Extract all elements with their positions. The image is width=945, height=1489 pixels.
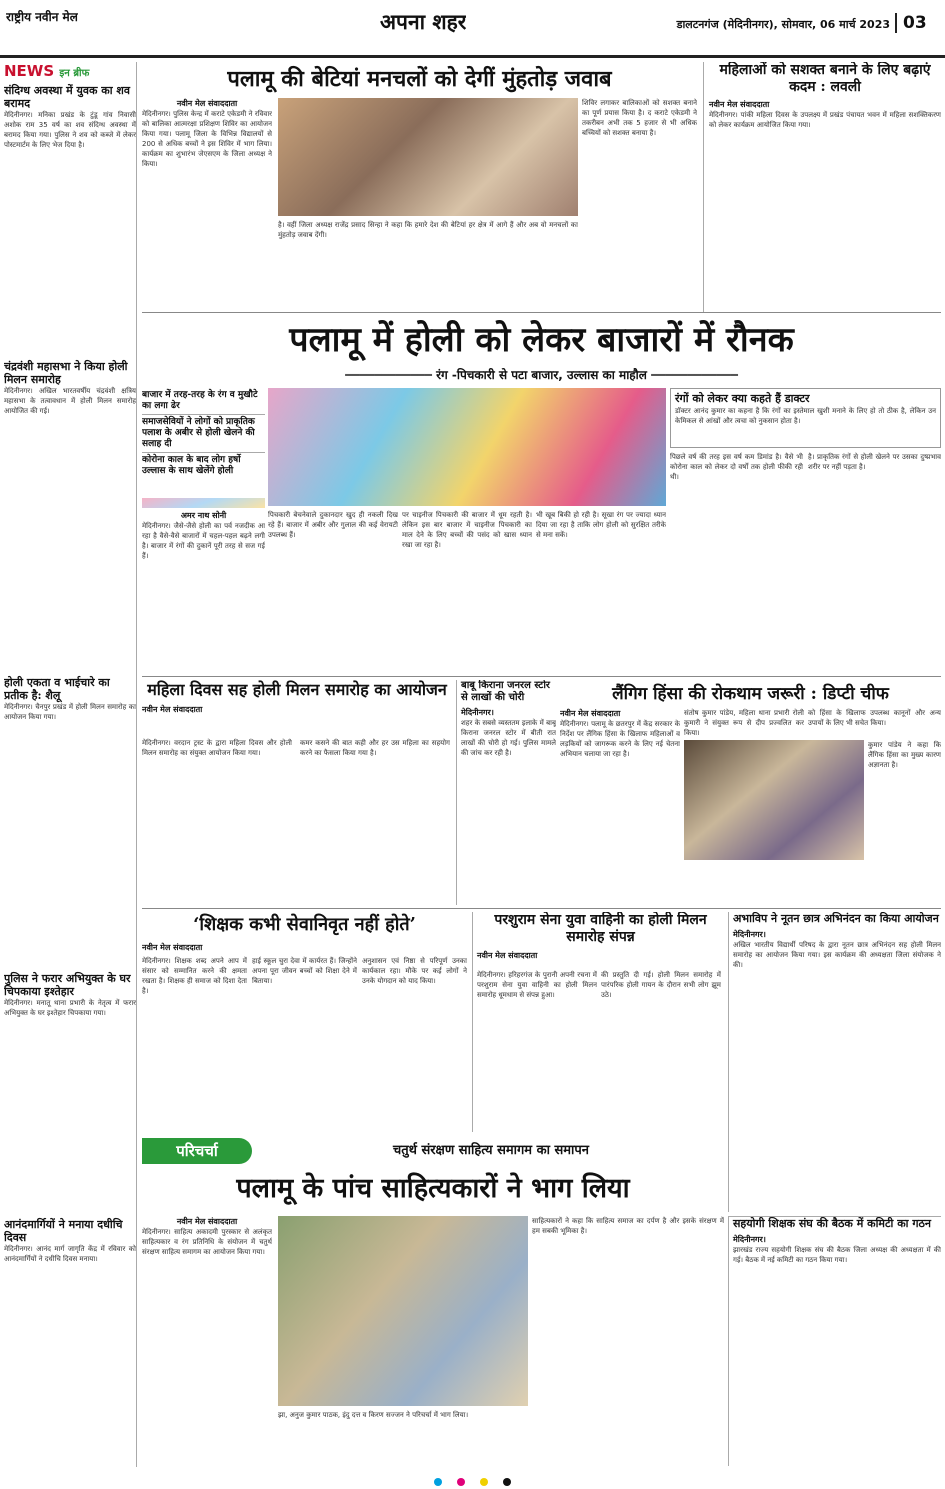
brief-body: मेदिनीनगर। चैनपुर प्रखंड में होली मिलन समारोह का आयोजन किया गया। xyxy=(4,703,136,721)
story7-byline: नवीन मेल संवाददाता xyxy=(477,950,538,960)
paricharcha-byline: नवीन मेल संवाददाता xyxy=(176,1216,238,1226)
story4-headline: बाबू किराना जनरल स्टोर से लाखों की चोरी xyxy=(461,680,550,703)
holi-body-col6: है। प्राकृतिक रंगों से होली खेलने पर उसका दुष्प्रभाव शरीर पर नहीं पड़ता है। xyxy=(808,453,941,471)
news-brief-header xyxy=(4,62,136,80)
story4-byline: मेदिनीनगर। xyxy=(461,707,494,717)
story7-block xyxy=(472,912,724,1132)
story4-body: शहर के सबसे व्यस्ततम इलाके में बाबू किराना जनरल स्टोर में बीती रात लाखों की चोरी हो गई। पुलिस मामले की जांच कर रही है। xyxy=(461,719,556,757)
cyan-dot xyxy=(434,1478,442,1486)
divider xyxy=(142,312,941,313)
story5-headline: लैंगिग हिंसा की रोकथाम जरूरी : डिप्टी चीफ xyxy=(612,684,889,704)
story3-body: मेदिनीनगर। वरदान ट्रस्ट के द्वारा महिला दिवस और होली मिलन समारोह का संयुक्त आयोजन किया गया। xyxy=(142,739,292,757)
story3-block xyxy=(142,680,452,905)
story6-body-col3: अनुशासन एवं निष्ठा से परिपूर्ण उनका कार्यकाल रहा। मौके पर कई लोगों ने उनके योगदान को याद किया। xyxy=(362,957,467,985)
holi-callout-2: समाजसेवियों ने लोगों को प्राकृतिक पलाश के अबीर से होली खेलने की सलाह दी xyxy=(142,415,265,453)
story3-byline: नवीन मेल संवाददाता xyxy=(142,704,203,714)
story6-block xyxy=(142,912,467,1132)
page-number: 03 xyxy=(895,13,927,33)
brief-body: मेदिनीनगर। आनंद मार्ग जागृति केंद्र में रविवार को आनंदमार्गियों ने दधीचि दिवस मनाया। xyxy=(4,1245,136,1263)
holi-byline: अमर नाथ सोनी xyxy=(180,510,227,520)
brief-item xyxy=(4,84,136,360)
story5-body-col4: कुमार पांडेय ने कहा कि लैंगिक हिंसा का मुख्य कारण अज्ञानता है। xyxy=(868,741,941,769)
news-label: NEWS xyxy=(4,62,55,80)
paricharcha-body-col3: साहित्यकारों ने कहा कि साहित्य समाज का दर्पण है और इसके संरक्षण में हम सबकी भूमिका है। xyxy=(532,1217,724,1235)
story1-body-cont: है। वहीं जिला अध्यक्ष राजेंद्र प्रसाद सिन्हा ने कहा कि हमारे देश की बेटियां हर क्षेत्र में आगे हैं और अब वो मनचलों का मुंहतोड़ जवाब देंगी। xyxy=(278,221,578,239)
black-dot xyxy=(503,1478,511,1486)
newspaper-logo: राष्ट्रीय नवीन मेल xyxy=(6,10,78,24)
paricharcha-headline: पलामू के पांच साहित्यकारों ने भाग लिया xyxy=(236,1173,630,1204)
magenta-dot xyxy=(457,1478,465,1486)
paricharcha-body-col2: झा, अनुज कुमार पाठक, इंदु दत्त व किरण सज्जन ने परिचर्चा में भाग लिया। xyxy=(278,1411,469,1419)
masthead xyxy=(0,0,945,58)
paricharcha-col1 xyxy=(142,1216,272,1462)
story2-byline: नवीन मेल संवाददाता xyxy=(709,99,770,109)
holi-body: मेदिनीनगर। जैसे-जैसे होली का पर्व नजदीक आ रहा है वैसे-वैसे बाजारों में चहल-पहल बढ़ने लगी है। बाजार में रंगों की दुकानें पूरी तरह से सज गई हैं। xyxy=(142,522,265,560)
story5-photo xyxy=(684,740,864,860)
story6-body: मेदिनीनगर। शिक्षक शब्द अपने आप में संसार को सम्मानित करने की क्षमता रखता है। शिक्षक ही समाज को दिशा देता है। xyxy=(142,957,247,995)
story9-headline: सहयोगी शिक्षक संघ की बैठक में कमिटी का गठन xyxy=(733,1217,932,1230)
brief-item xyxy=(4,1218,136,1394)
story5-body-col2: संतोष कुमार पांडेय, महिला थाना प्रभारी रोली कुमारी ने संयुक्त रूप से दीप प्रज्वलित कर किया। xyxy=(684,709,804,737)
brief-body: मेदिनीनगर। अखिल भारतवर्षीय चंद्रवंशी क्षत्रिय महासभा के तत्वावधान में होली मिलन समारोह आयोजित की गई। xyxy=(4,387,136,415)
paricharcha-kicker: चतुर्थ संरक्षण साहित्य समागम का समापन xyxy=(392,1143,590,1158)
story2-block xyxy=(703,62,941,312)
holi-body-col4: भी खूब बिकी हो रही है। सूखा रंग पर ज्यादा ध्यान दिया जा रहा है ताकि लोग होली को सुरक्षित तरीके से मना सकें। xyxy=(536,511,666,539)
story5-body: मेदिनीनगर। पलामू के छतरपुर में केंद्र सरकार के निर्देश पर लैंगिक हिंसा के खिलाफ महिलाओं व लड़कियों को जागरूक करने के लिए नई चेतना अभियान चलाया जा रहा है। xyxy=(560,720,680,758)
story9-byline: मेदिनीनगर। xyxy=(733,1234,766,1244)
paricharcha-tag: परिचर्चा xyxy=(142,1138,252,1164)
paricharcha-photo xyxy=(278,1216,528,1406)
brief-title: पुलिस ने फरार अभियुक्त के घर चिपकाया इश्तेहार xyxy=(4,972,131,998)
brief-title: होली एकता व भाईचारे का प्रतीक है: शैलू xyxy=(4,676,110,702)
story8-byline: मेदिनीनगर। xyxy=(733,929,766,939)
doctor-box xyxy=(670,388,941,448)
story6-headline: ‘शिक्षक कभी सेवानिवृत नहीं होते’ xyxy=(193,914,416,935)
brief-item xyxy=(4,360,136,676)
holi-body-col5: पिछले वर्ष की तरह इस वर्ष कम डिमांड है। वैसे भी कोरोना काल को लेकर दो वर्षों तक होली फीकी रही थी। xyxy=(670,453,803,481)
brief-item xyxy=(4,972,136,1218)
story4-block xyxy=(456,680,556,905)
story3-headline: महिला दिवस सह होली मिलन समारोह का आयोजन xyxy=(147,680,447,699)
holi-body-col2: पिचकारी बेचनेवाले दुकानदार खुद ही नकली दिख रहे हैं। बाजार में अबीर और गुलाल की कई वेरायटी उपलब्ध हैं। xyxy=(268,511,398,539)
holi-market-photo xyxy=(268,388,666,506)
dateline: डालटनगंज (मेदिनीनगर), सोमवार, 06 मार्च 2023 xyxy=(676,18,890,31)
brief-title: चंद्रवंशी महासभा ने किया होली मिलन समारोह xyxy=(4,360,128,386)
story8-headline: अभाविप ने नूतन छात्र अभिनंदन का किया आयोजन xyxy=(733,912,939,925)
news-brief-column xyxy=(4,62,137,1467)
story7-headline: परशुराम सेना युवा वाहिनी का होली मिलन समारोह संपन्न xyxy=(494,912,707,945)
brief-title: संदिग्ध अवस्था में युवक का शव बरामद xyxy=(4,84,131,110)
story1-headline: पलामू की बेटियां मनचलों को देगीं मुंहतोड़ जवाब xyxy=(227,66,612,92)
divider xyxy=(142,676,941,677)
story1-byline: नवीन मेल संवाददाता xyxy=(176,98,238,108)
story1-photo xyxy=(278,98,578,216)
holi-col1 xyxy=(142,510,265,671)
holi-body-col3: पर चाइनीज पिचकारी की बाजार में धूम रहती है। लेकिन इस बार बाजार में चाइनीज पिचकारी का माल देने के लिए बच्चों की पसंद को खास ध्यान रखा जा रहा है। xyxy=(402,511,532,549)
brief-body: मेदिनीनगर। मनातू थाना प्रभारी के नेतृत्व में फरार अभियुक्त के घर इश्तेहार चिपकाया गया। xyxy=(4,999,136,1017)
story5-col1 xyxy=(560,708,680,904)
story7-body-col2: की प्रस्तुति दी गई। होली मिलन समारोह में पारंपरिक होली गायन के दौरान सभी लोग झूम उठे। xyxy=(601,971,721,999)
story5-body-col3: को हिंसा के खिलाफ उपलब्ध कानूनों और अन्य उपायों के लिए भी सचेत किया। xyxy=(808,709,941,727)
holi-callout-3: कोरोना काल के बाद लोग हर्षो उल्लास के साथ खेलेंगे होली xyxy=(142,455,241,476)
story9-body: झारखंड राज्य सहयोगी शिक्षक संघ की बैठक जिला अध्यक्ष की अध्यक्षता में की गई। बैठक में नई कमिटी का गठन किया गया। xyxy=(733,1246,941,1264)
news-sublabel: इन ब्रीफ xyxy=(59,68,90,79)
paricharcha-body: मेदिनीनगर। साहित्य अकादमी पुरस्कार से अलंकृत साहित्यकार व रंग प्रतिनिधि के संयोजन में चतुर्थ संरक्षण साहित्य समागम का आयोजन किया गया। xyxy=(142,1228,272,1256)
story7-body: मेदिनीनगर। हरिहरगंज के पुरानी अपनी रचना में परशुराम सेना युवा वाहिनी का होली मिलन समारोह धूमधाम से संपन्न हुआ। xyxy=(477,971,597,999)
holi-photo-small xyxy=(142,498,265,508)
holi-subheadline: ━━━━━━━━━━━━ रंग -पिचकारी से पटा बाजार, उल्लास का माहौल ━━━━━━━━━━━━ xyxy=(345,368,738,382)
story9-block xyxy=(728,1216,941,1466)
doctor-box-title: रंगों को लेकर क्या कहते हैं डाक्टर xyxy=(675,392,810,405)
story6-byline: नवीन मेल संवाददाता xyxy=(142,942,203,952)
holi-callout-1: बाजार में तरह-तरह के रंग व मुखौटे का लगा ढेर xyxy=(142,388,265,415)
story1-text-col1 xyxy=(142,98,272,319)
story8-block xyxy=(728,912,941,1212)
brief-body: मेदिनीनगर। मनिका प्रखंड के टुंडू गांव निवासी अशोक राम 35 वर्ष का शव संदिग्ध अवस्था में बरामद किया गया। पुलिस ने शव को कब्जे में लेकर पोस्टमार्टम के लिए भेज दिया है। xyxy=(4,111,136,149)
story1-body-col3: शिविर लगाकर बालिकाओं को सशक्त बनाने का पूर्ण प्रयास किया है। द कराटे एकेडमी ने तकरीबन अभी तक 5 हजार से भी अधिक बच्चियों को सशक्त बनाया है। xyxy=(582,99,697,137)
story3-body-cont: कमर कसने की बात कही और हर उस महिला का सहयोग करने का फैसला किया गया है। xyxy=(300,739,450,757)
story1-body: मेदिनीनगर। पुलिस केन्द्र में कराटे एकेडमी ने रविवार को बालिका आत्मरक्षा प्रशिक्षण शिविर का आयोजन किया गया। पलामू जिला के विभिन्न विद्यालयों से 200 से अधिक बच्चों ने इस शिविर में भाग लिया। कार्यक्रम का शुभारंभ जेएसएम के जिला अध्यक्ष ने किया। xyxy=(142,110,272,168)
brief-title: आनंदमार्गियों ने मनाया दधीचि दिवस xyxy=(4,1218,123,1244)
story6-body-col2: हाई स्कूल चुरा देवा में कार्यरत हैं। जिन्होंने अपना पूरा जीवन बच्चों को शिक्षा देने में बिताया। xyxy=(252,957,357,985)
divider xyxy=(142,908,941,909)
section-title: अपना शहर xyxy=(380,9,467,34)
story8-body: अखिल भारतीय विद्यार्थी परिषद के द्वारा नूतन छात्र अभिनंदन सह होली मिलन समारोह का आयोजन किया गया। इस कार्यक्रम की अध्यक्षता जिला संयोजक ने की। xyxy=(733,941,941,969)
story5-byline: नवीन मेल संवाददाता xyxy=(560,708,621,718)
story2-headline: महिलाओं को सशक्त बनाने के लिए बढ़ाएं कदम : लवली xyxy=(719,62,931,95)
registration-strip xyxy=(0,1474,945,1489)
story2-body: मेदिनीनगर। पांकी महिला दिवस के उपलक्ष्य में प्रखंड पंचायत भवन में महिला सशक्तिकरण को लेकर कार्यक्रम आयोजित किया गया। xyxy=(709,111,941,129)
yellow-dot xyxy=(480,1478,488,1486)
holi-subtitle: रंग -पिचकारी से पटा बाजार, उल्लास का माहौल xyxy=(436,368,647,382)
brief-item xyxy=(4,676,136,972)
doctor-box-body: डॉक्टर आनंद कुमार का कहना है कि रंगों का इस्तेमाल खुशी मनाने के लिए हो तो ठीक है, लेकिन उन केमिकल से आंखों और त्वचा को नुकसान होता है। xyxy=(675,407,936,425)
holi-callouts xyxy=(142,388,265,498)
holi-headline: पलामू में होली को लेकर बाजारों में रौनक xyxy=(289,320,794,360)
